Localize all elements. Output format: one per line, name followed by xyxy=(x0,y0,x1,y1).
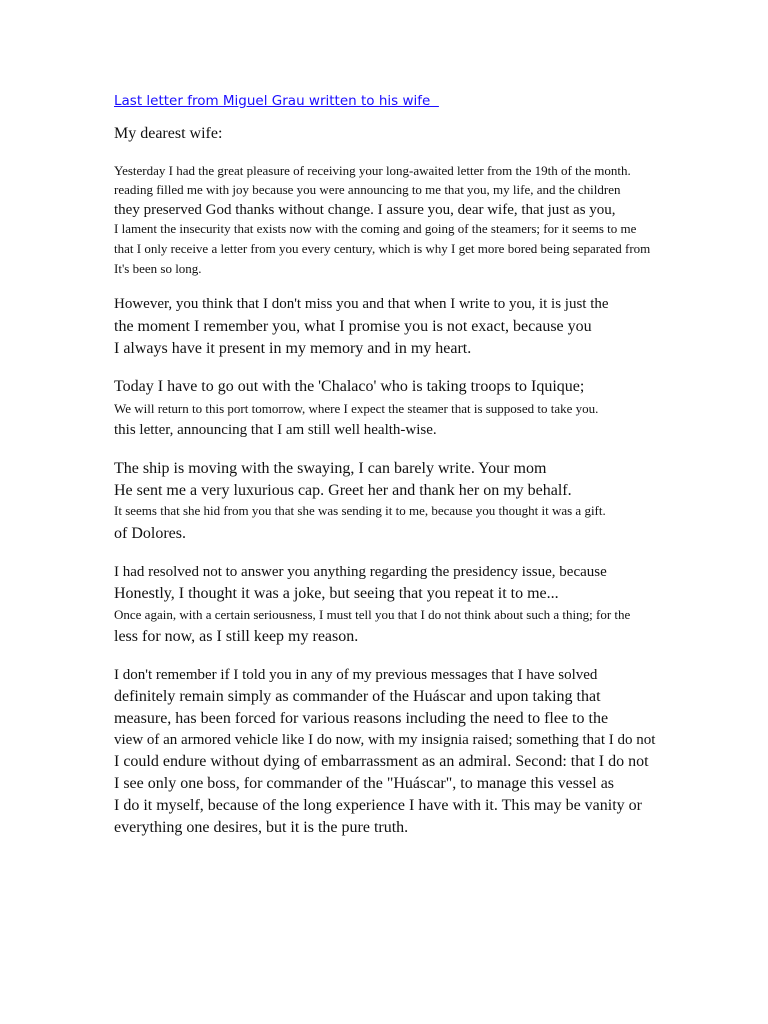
paragraph-6-line-2: definitely remain simply as commander of the Huáscar and upon taking that xyxy=(114,688,601,705)
paragraph-6-line-6: I see only one boss, for commander of the "Huáscar", to manage this vessel as xyxy=(114,775,615,792)
salutation: My dearest wife: xyxy=(114,125,223,142)
paragraph-1-line-3: they preserved God thanks without change. I assure you, dear wife, that just as you, xyxy=(114,202,616,218)
paragraph-2-line-3: I always have it present in my memory and in my heart. xyxy=(114,340,472,357)
paragraph-6-line-3: measure, has been forced for various reasons including the need to flee to the xyxy=(114,710,609,727)
paragraph-6-line-4: view of an armored vehicle like I do now, with my insignia raised; something that I do not xyxy=(114,732,656,748)
paragraph-6-line-1: I don't remember if I told you in any of my previous messages that I have solved xyxy=(114,667,598,683)
paragraph-5-line-1: I had resolved not to answer you anything regarding the presidency issue, because xyxy=(114,564,607,580)
paragraph-3-line-1: Today I have to go out with the 'Chalaco' who is taking troops to Iquique; xyxy=(114,378,585,395)
paragraph-5-line-4: less for now, as I still keep my reason. xyxy=(114,628,359,645)
paragraph-4-line-4: of Dolores. xyxy=(114,525,186,542)
paragraph-4-line-1: The ship is moving with the swaying, I can barely write. Your mom xyxy=(114,460,547,477)
paragraph-3-line-3: this letter, announcing that I am still well health-wise. xyxy=(114,422,437,438)
paragraph-3-line-2: We will return to this port tomorrow, where I expect the steamer that is supposed to take you. xyxy=(114,401,599,416)
paragraph-6-line-8: everything one desires, but it is the pure truth. xyxy=(114,819,409,836)
paragraph-5-line-3: Once again, with a certain seriousness, I must tell you that I do not think about such a thing; for the xyxy=(114,607,631,622)
paragraph-2-line-1: However, you think that I don't miss you and that when I write to you, it is just the xyxy=(114,296,609,312)
paragraph-6-line-7: I do it myself, because of the long experience I have with it. This may be vanity or xyxy=(114,797,642,814)
paragraph-4-line-2: He sent me a very luxurious cap. Greet her and thank her on my behalf. xyxy=(114,482,572,499)
paragraph-1-line-5: that I only receive a letter from you every century, which is why I get more bored being separated from xyxy=(114,241,651,256)
paragraph-1-line-4: I lament the insecurity that exists now with the coming and going of the steamers; for it seems to me xyxy=(114,221,637,236)
paragraph-1-line-1: Yesterday I had the great pleasure of receiving your long-awaited letter from the 19th of the month. xyxy=(114,163,631,178)
paragraph-2-line-2: the moment I remember you, what I promise you is not exact, because you xyxy=(114,318,592,335)
paragraph-4-line-3: It seems that she hid from you that she was sending it to me, because you thought it was a gift. xyxy=(114,503,606,518)
title-link[interactable]: Last letter from Miguel Grau written to his wife xyxy=(114,93,439,109)
paragraph-1-line-2: reading filled me with joy because you were announcing to me that you, my life, and the children xyxy=(114,182,621,197)
paragraph-1-line-6: It's been so long. xyxy=(114,261,202,276)
paragraph-5-line-2: Honestly, I thought it was a joke, but seeing that you repeat it to me... xyxy=(114,585,559,602)
paragraph-6-line-5: I could endure without dying of embarrassment as an admiral. Second: that I do not xyxy=(114,753,649,770)
